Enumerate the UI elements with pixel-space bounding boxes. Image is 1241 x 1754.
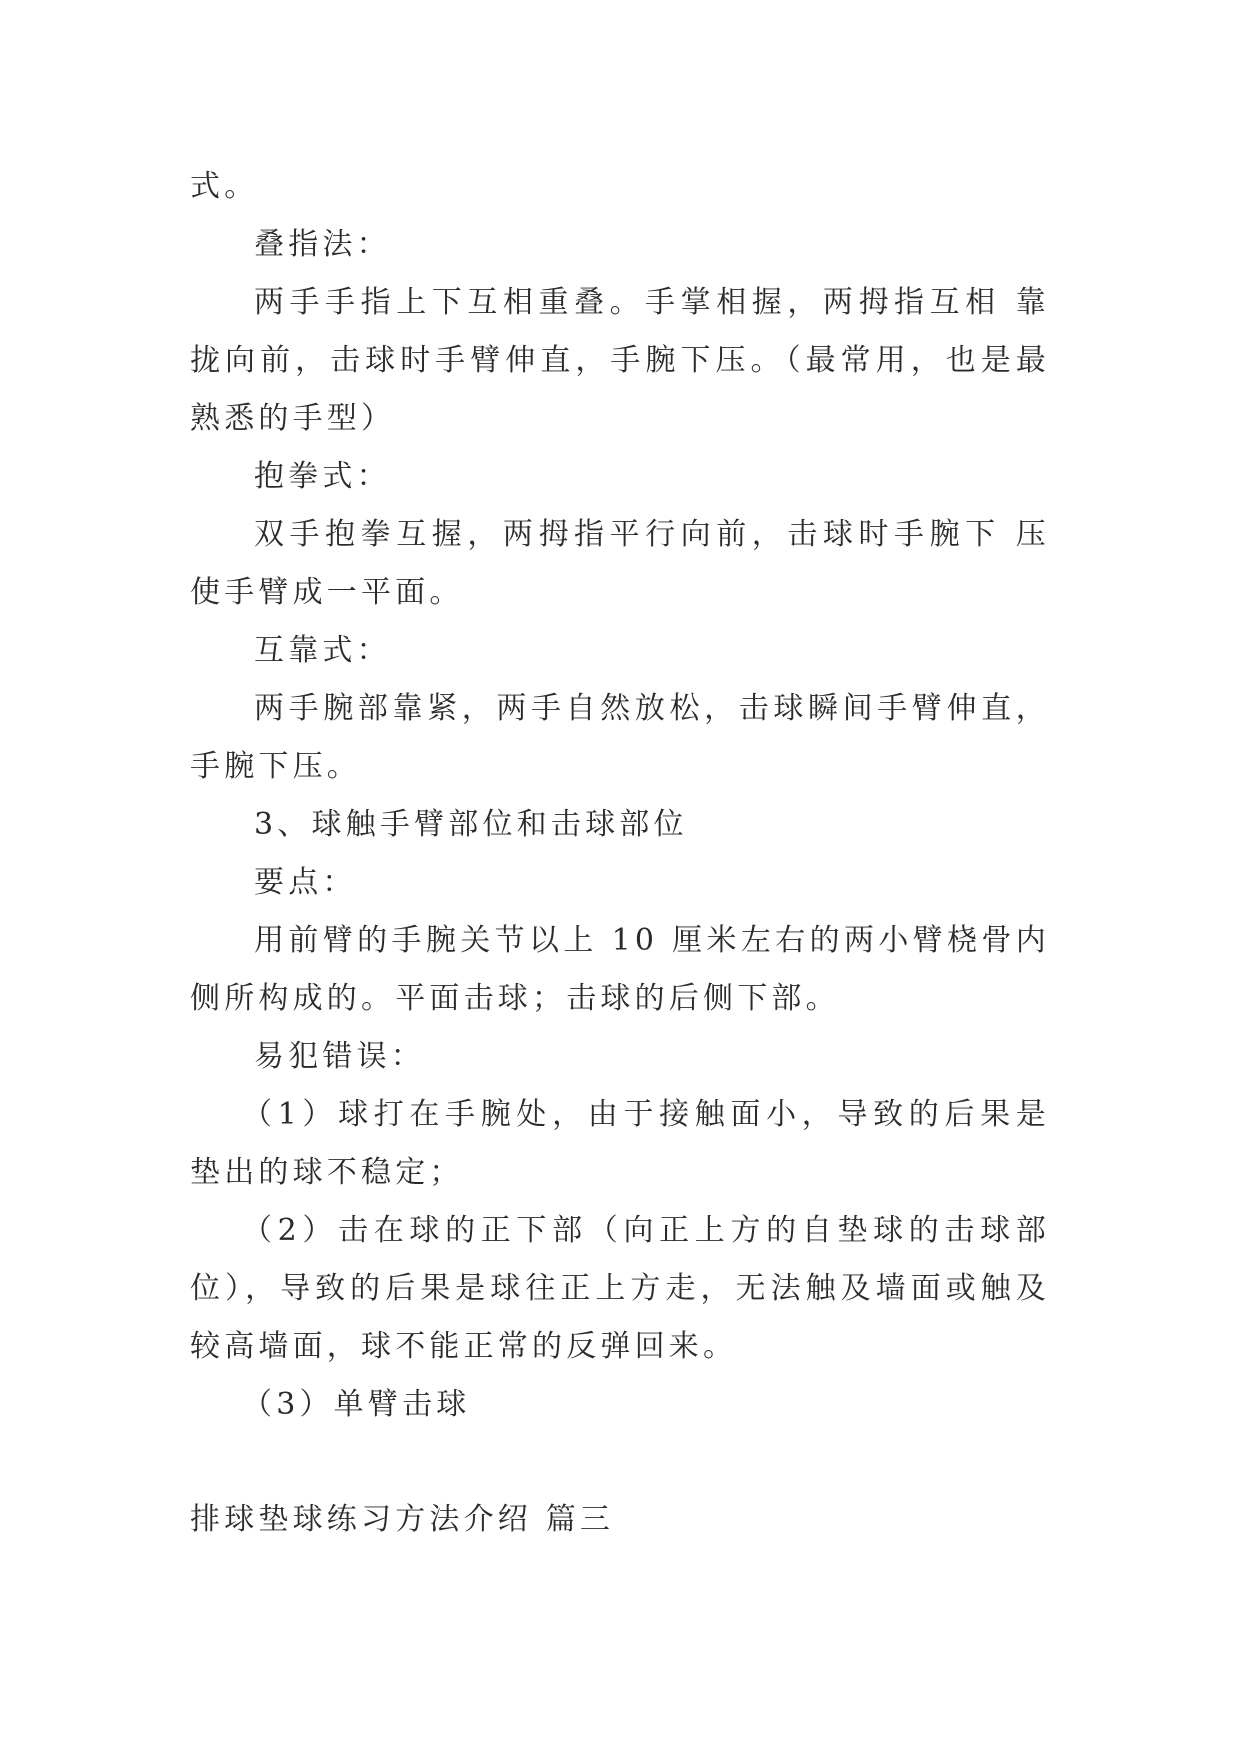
document-body (190, 158, 1050, 1434)
paragraph: 式。 (190, 169, 259, 204)
paragraph: 抱拳式： (254, 459, 391, 494)
paragraph: 互靠式： (254, 633, 391, 668)
paragraph: 双手抱拳互握，两拇指平行向前，击球时手腕下 压使手臂成一平面。 (190, 517, 1050, 610)
paragraph: 易犯错误： (254, 1039, 425, 1074)
section-heading: 排球垫球练习方法介绍 篇三 (190, 1502, 615, 1537)
paragraph: （1）球打在手腕处，由于接触面小，导致的后果是垫出的球不稳定； (190, 1097, 1050, 1190)
paragraph: 两手腕部靠紧，两手自然放松，击球瞬间手臂伸直，手腕下压。 (190, 691, 1050, 784)
paragraph: 叠指法： (254, 227, 391, 262)
paragraph: （3）单臂击球 (242, 1387, 471, 1422)
paragraph: 用前臂的手腕关节以上 10 厘米左右的两小臂桡骨内侧所构成的。平面击球；击球的后侧下部。 (190, 923, 1050, 1016)
paragraph: 要点： (254, 865, 357, 900)
paragraph: 3、球触手臂部位和击球部位 (254, 807, 688, 842)
paragraph: 两手手指上下互相重叠。手掌相握，两拇指互相 靠拢向前，击球时手臂伸直，手腕下压。（最常用，也是最熟悉的手型） (190, 285, 1050, 436)
paragraph: （2）击在球的正下部（向正上方的自垫球的击球部位），导致的后果是球往正上方走，无法触及墙面或触及较高墙面，球不能正常的反弹回来。 (190, 1213, 1050, 1364)
